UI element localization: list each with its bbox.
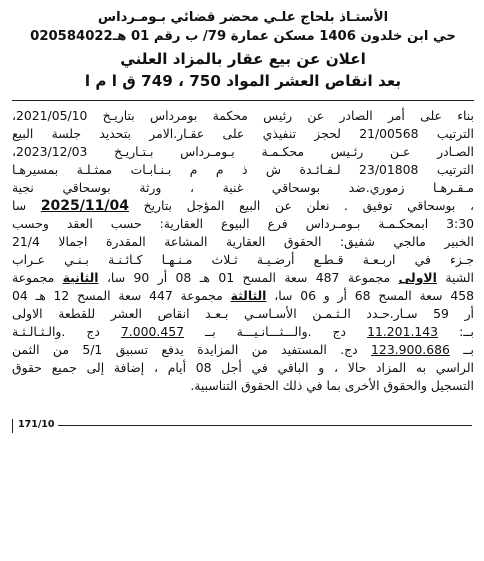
body-text-segment: الشية bbox=[445, 270, 474, 285]
body-text-segment: دج .والـثـالـثـة bbox=[12, 324, 100, 339]
notice-footer bbox=[18, 419, 472, 431]
body-text-segment: ، بوسحاقي توفيق . نعلن عن البيع المؤجل بتاريخ bbox=[143, 198, 474, 213]
body-text-segment: مجموعة bbox=[12, 270, 55, 285]
body-text-segment: بــ: bbox=[459, 324, 474, 339]
body-line: الخبير مالجي شفيق: الحقوق العقارية المشاعة المقدرة اجمالا 21/4 bbox=[12, 234, 474, 249]
notice-title: اعلان عن بيع عقار بالمزاد العلني bbox=[120, 50, 366, 68]
body-line: 3:30 ابمحكـمـة بـومـرداس فرع البيوع العقارية: حسب العقد وحسب bbox=[12, 216, 474, 231]
body-line: مـقـرهـا زموري.ضد بوسحاقي غنية ، ورثة بوسحاقي نجية bbox=[12, 180, 474, 195]
parcel-second-label: الثانية bbox=[62, 270, 99, 285]
body-line: الترتيب 21/00568 لحجز تنفيذي على عقـار.الامر بتحديد جلسة البيع bbox=[12, 126, 474, 141]
body-text-segment: مجموعة 487 سعة المسح 01 هـ 08 أر 90 سا، bbox=[106, 270, 391, 285]
body-line: جـزء في اربـعـة قـطـع أرضـيـة ثـلاث مـنـهـا كـائـنـة بـنـي عـراب bbox=[12, 252, 474, 267]
body-text-segment: 458 سعة المسح 68 أر و 06 سا، bbox=[274, 288, 474, 303]
footer-bracket bbox=[12, 419, 13, 433]
notice-header bbox=[12, 8, 474, 92]
body-text-segment: سا bbox=[12, 198, 27, 213]
notice-subtitle: بعد انقاص العشر المواد 750 ، 749 ق ا م ا bbox=[84, 72, 402, 90]
notice-body bbox=[12, 107, 474, 395]
body-text-segment: مجموعة 447 سعة المسح 12 هـ 04 bbox=[12, 288, 223, 303]
header-divider bbox=[12, 100, 474, 101]
body-line bbox=[12, 341, 474, 359]
body-line bbox=[12, 287, 474, 305]
bailiff-address: حي ابن خلدون 1406 مسكن عمارة 79/ ب رقم 01 هـ020584022 bbox=[30, 29, 456, 44]
price-second: 7.000.457 bbox=[120, 324, 184, 339]
body-line bbox=[12, 323, 474, 341]
price-first: 11.201.143 bbox=[367, 324, 439, 339]
body-line: التسجيل والحقوق الأخرى بما في ذلك الحقوق التناسبية. bbox=[190, 378, 474, 393]
body-line: الترتيب 23/01808 لـفـائـدة ش ذ م م بـنـابـات ممثـلـة بمسيرهـا bbox=[12, 162, 474, 177]
body-text-segment: بــ bbox=[463, 342, 474, 357]
footer-divider bbox=[58, 425, 472, 426]
parcel-third-label: الثالثة bbox=[230, 288, 267, 303]
body-line: الراسي به المزاد حالا ، و الباقي في أجل 08 أيام ، إضافة إلى جميع حقوق bbox=[12, 360, 474, 375]
body-text-segment: دج .والـــثـــانـيـــة بــ bbox=[205, 324, 347, 339]
body-line: الصـادر عـن رئـيس محكـمـة بـومـرداس بـتـاريـخ 2023/12/03، bbox=[12, 144, 474, 159]
bailiff-name: الأستـاذ بلحاج علـي محضر قضائي بـومـرداس bbox=[97, 10, 389, 25]
auction-notice bbox=[12, 8, 474, 395]
body-line: أر 59 سـار.حـدد الـثـمـن الأسـاسـي بـعـد انقاص العشر للقطعة الاولى bbox=[12, 306, 474, 321]
body-line: بناء على أمر الصادر عن رئيس محكمة بومرداس بتاريـخ 2021/05/10، bbox=[12, 108, 474, 123]
parcel-first-label: الاولى bbox=[398, 270, 437, 285]
price-third: 123.900.686 bbox=[371, 342, 450, 357]
sale-date: 2025/11/04 bbox=[40, 198, 129, 214]
notice-code: 171/10 bbox=[18, 419, 55, 430]
body-text-segment: دج. المستفيد من المزايدة يدفع تسبيق 5/1 من الثمن bbox=[12, 342, 358, 357]
body-line bbox=[12, 197, 474, 215]
body-line bbox=[12, 269, 474, 287]
